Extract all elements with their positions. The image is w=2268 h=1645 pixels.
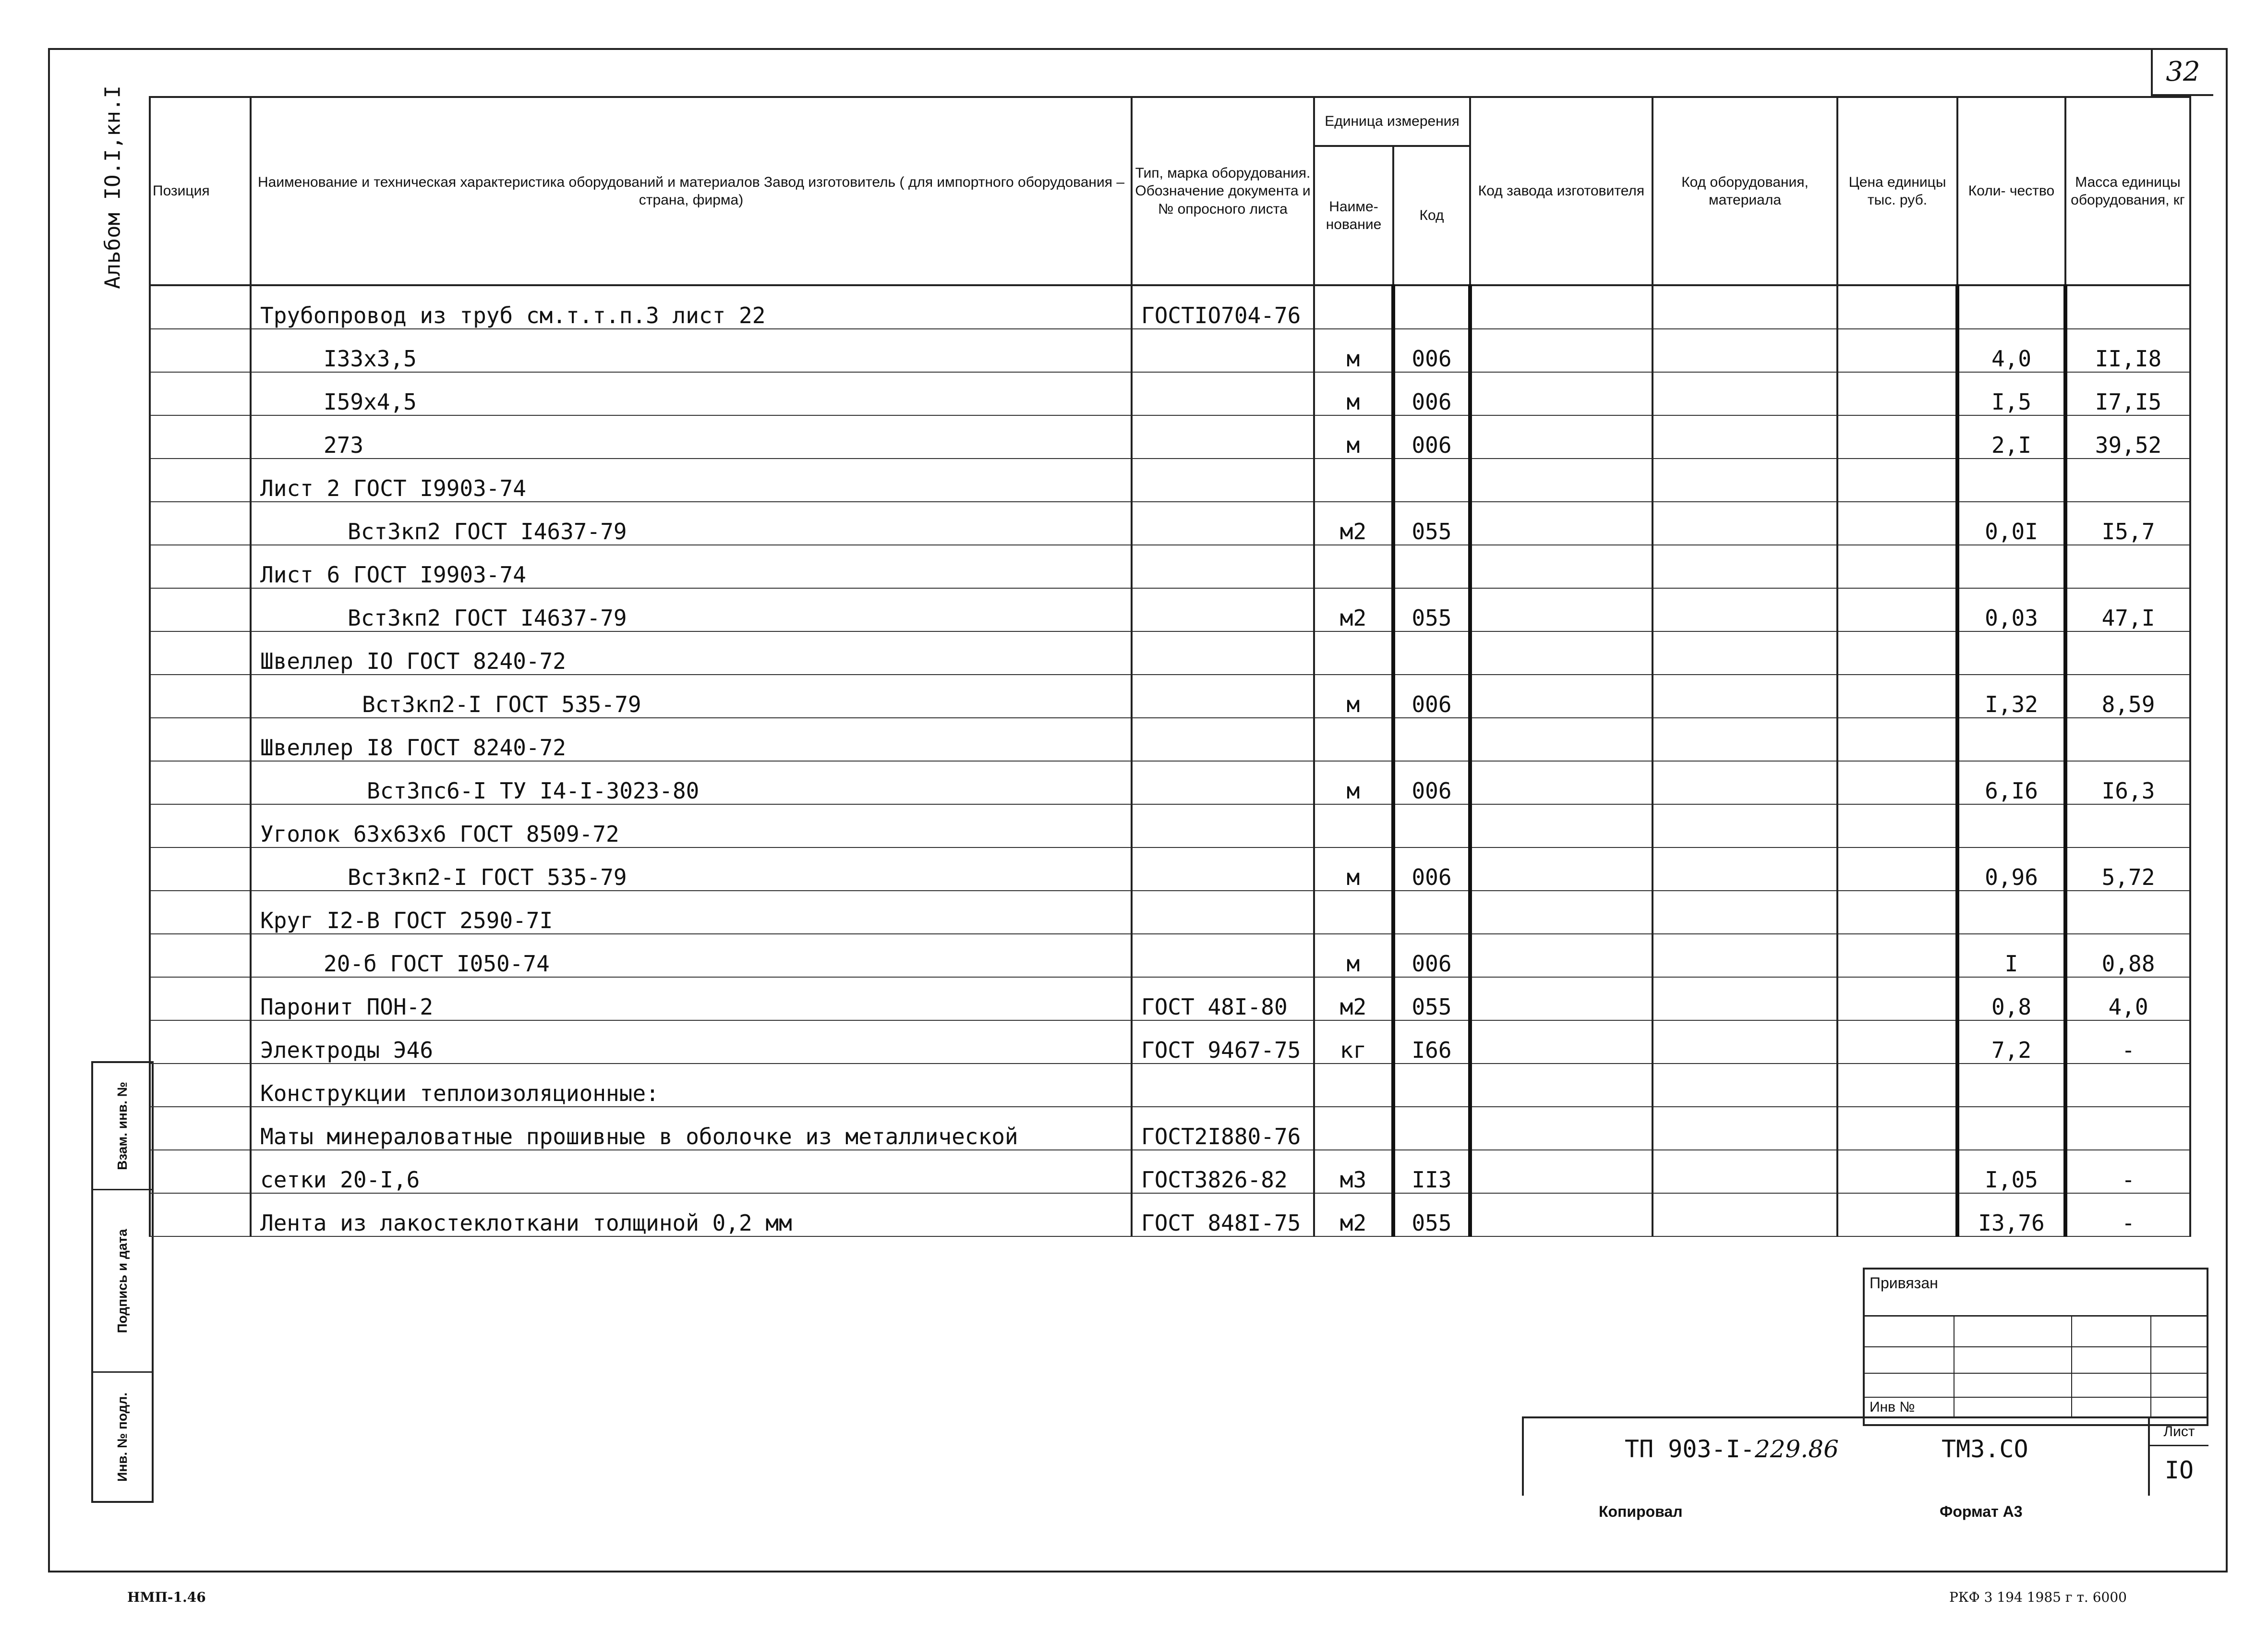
cell-pos	[150, 1150, 251, 1193]
specification-table	[149, 96, 2191, 1237]
cell-type	[1132, 847, 1314, 891]
cell-plant	[1470, 1020, 1653, 1064]
cell-pos	[150, 545, 251, 588]
cell-qty: 0,8	[1957, 977, 2065, 1020]
header-price: Цена единицы тыс. руб.	[1837, 97, 1957, 285]
table-row	[150, 934, 2190, 977]
cell-type: ГОСТ 9467-75	[1132, 1020, 1314, 1064]
cell-code: II3	[1393, 1150, 1470, 1193]
binding-stamp	[1863, 1268, 2208, 1426]
cell-qty	[1957, 545, 2065, 588]
cell-qty	[1957, 718, 2065, 761]
cell-type	[1132, 588, 1314, 631]
cell-name: Лист 2 ГОСТ I9903-74	[251, 459, 1132, 502]
cell-equip	[1653, 847, 1837, 891]
cell-pos	[150, 415, 251, 459]
cell-mass	[2065, 1064, 2190, 1107]
table-row	[150, 1107, 2190, 1150]
cell-unit	[1314, 285, 1393, 329]
cell-pos	[150, 285, 251, 329]
cell-qty	[1957, 1064, 2065, 1107]
cell-price	[1837, 761, 1957, 804]
cell-unit: м	[1314, 675, 1393, 718]
cell-pos	[150, 891, 251, 934]
cell-price	[1837, 1064, 1957, 1107]
table-row	[150, 718, 2190, 761]
table-row	[150, 804, 2190, 847]
cell-qty: 6,I6	[1957, 761, 2065, 804]
cell-qty: 7,2	[1957, 1020, 2065, 1064]
stamp-line	[1865, 1315, 2207, 1317]
cell-unit	[1314, 1107, 1393, 1150]
cell-plant	[1470, 847, 1653, 891]
cell-code: 055	[1393, 502, 1470, 545]
cell-qty	[1957, 631, 2065, 675]
cell-name: Маты минераловатные прошивные в оболочке из металлической	[251, 1107, 1132, 1150]
cell-equip	[1653, 1064, 1837, 1107]
album-label	[84, 86, 142, 288]
cell-equip	[1653, 631, 1837, 675]
cell-qty: 4,0	[1957, 329, 2065, 372]
cell-mass: I5,7	[2065, 502, 2190, 545]
cell-equip	[1653, 934, 1837, 977]
cell-name: Вст3пс6-I ТУ I4-I-3023-80	[251, 761, 1132, 804]
cell-price	[1837, 631, 1957, 675]
cell-code	[1393, 1064, 1470, 1107]
header-unit-code: Код	[1393, 146, 1470, 285]
cell-name: Вст3кп2 ГОСТ I4637-79	[251, 502, 1132, 545]
cell-mass	[2065, 285, 2190, 329]
cell-type: ГОСТ 48I-80	[1132, 977, 1314, 1020]
cell-type	[1132, 761, 1314, 804]
cell-mass: -	[2065, 1193, 2190, 1236]
cell-code	[1393, 804, 1470, 847]
cell-equip	[1653, 459, 1837, 502]
cell-equip	[1653, 588, 1837, 631]
doc-code-printed: ТП 903-I-	[1625, 1435, 1755, 1463]
cell-plant	[1470, 502, 1653, 545]
cell-price	[1837, 588, 1957, 631]
cell-unit: м	[1314, 415, 1393, 459]
table-row	[150, 631, 2190, 675]
cell-plant	[1470, 372, 1653, 415]
cell-name: I59x4,5	[251, 372, 1132, 415]
cell-mass: 4,0	[2065, 977, 2190, 1020]
cell-equip	[1653, 675, 1837, 718]
cell-pos	[150, 1107, 251, 1150]
table-row	[150, 847, 2190, 891]
cell-unit	[1314, 891, 1393, 934]
table-row	[150, 372, 2190, 415]
cell-price	[1837, 545, 1957, 588]
cell-name: Швеллер IO ГОСТ 8240-72	[251, 631, 1132, 675]
cell-plant	[1470, 459, 1653, 502]
cell-code	[1393, 459, 1470, 502]
specification-body	[150, 285, 2190, 1236]
cell-type	[1132, 675, 1314, 718]
cell-pos	[150, 588, 251, 631]
cell-price	[1837, 415, 1957, 459]
cell-equip	[1653, 415, 1837, 459]
cell-pos	[150, 847, 251, 891]
cell-plant	[1470, 588, 1653, 631]
table-row	[150, 329, 2190, 372]
header-unit-group: Единица измерения	[1314, 97, 1470, 146]
cell-equip	[1653, 761, 1837, 804]
cell-price	[1837, 285, 1957, 329]
side-label-podpis: Подпись и дата	[115, 1229, 130, 1333]
cell-price	[1837, 329, 1957, 372]
cell-pos	[150, 977, 251, 1020]
cell-mass	[2065, 718, 2190, 761]
right-code: РКФ 3 194 1985 г т. 6000	[1949, 1589, 2127, 1605]
stamp-vline	[2071, 1315, 2072, 1418]
cell-unit: м2	[1314, 588, 1393, 631]
cell-name: Вст3кп2-I ГОСТ 535-79	[251, 847, 1132, 891]
cell-qty	[1957, 891, 2065, 934]
cell-code	[1393, 631, 1470, 675]
cell-unit	[1314, 804, 1393, 847]
cell-plant	[1470, 675, 1653, 718]
cell-name: 273	[251, 415, 1132, 459]
cell-type	[1132, 502, 1314, 545]
cell-qty	[1957, 1107, 2065, 1150]
cell-code: 006	[1393, 329, 1470, 372]
cell-mass: II,I8	[2065, 329, 2190, 372]
cell-unit: м	[1314, 934, 1393, 977]
cell-unit: м	[1314, 761, 1393, 804]
cell-price	[1837, 675, 1957, 718]
cell-mass	[2065, 891, 2190, 934]
cell-unit	[1314, 631, 1393, 675]
cell-name: Паронит ПОН-2	[251, 977, 1132, 1020]
cell-unit: м2	[1314, 977, 1393, 1020]
table-row	[150, 1150, 2190, 1193]
table-row	[150, 285, 2190, 329]
stamp-line	[1865, 1397, 2207, 1398]
cell-name: сетки 20-I,6	[251, 1150, 1132, 1193]
cell-type: ГОСТ3826-82	[1132, 1150, 1314, 1193]
cell-mass: I7,I5	[2065, 372, 2190, 415]
cell-plant	[1470, 1064, 1653, 1107]
cell-equip	[1653, 545, 1837, 588]
cell-mass: 5,72	[2065, 847, 2190, 891]
cell-price	[1837, 977, 1957, 1020]
cell-type	[1132, 631, 1314, 675]
cell-mass	[2065, 459, 2190, 502]
cell-mass	[2065, 1107, 2190, 1150]
cell-qty: I,5	[1957, 372, 2065, 415]
cell-price	[1837, 934, 1957, 977]
cell-plant	[1470, 977, 1653, 1020]
table-row	[150, 545, 2190, 588]
album-text: Альбом IO.I,кн.I	[100, 85, 125, 289]
cell-plant	[1470, 329, 1653, 372]
cell-qty: 0,03	[1957, 588, 2065, 631]
cell-price	[1837, 718, 1957, 761]
cell-type	[1132, 545, 1314, 588]
left-code: НМП-1.46	[127, 1589, 206, 1605]
cell-equip	[1653, 502, 1837, 545]
cell-pos	[150, 1020, 251, 1064]
cell-type	[1132, 891, 1314, 934]
cell-unit	[1314, 1064, 1393, 1107]
cell-equip	[1653, 804, 1837, 847]
cell-code: 006	[1393, 761, 1470, 804]
cell-qty: I,05	[1957, 1150, 2065, 1193]
cell-unit: м2	[1314, 1193, 1393, 1236]
cell-name: Вст3кп2 ГОСТ I4637-79	[251, 588, 1132, 631]
sheet-cell-label: Лист	[2150, 1418, 2208, 1446]
cell-qty: 0,0I	[1957, 502, 2065, 545]
header-mass: Масса единицы оборудования, кг	[2065, 97, 2190, 285]
doc-code	[1625, 1435, 1839, 1463]
sheet-cell	[2148, 1418, 2208, 1496]
cell-code	[1393, 545, 1470, 588]
cell-name: Круг I2-В ГОСТ 2590-7I	[251, 891, 1132, 934]
side-cell-vzam	[93, 1063, 152, 1190]
cell-price	[1837, 459, 1957, 502]
cell-type: ГОСТ2I880-76	[1132, 1107, 1314, 1150]
cell-unit: кг	[1314, 1020, 1393, 1064]
cell-qty: I3,76	[1957, 1193, 2065, 1236]
cell-type	[1132, 415, 1314, 459]
stamp-line	[1865, 1346, 2207, 1347]
cell-unit	[1314, 718, 1393, 761]
cell-unit: м	[1314, 329, 1393, 372]
header-type: Тип, марка оборудования. Обозначение документа и № опросного листа	[1132, 97, 1314, 285]
cell-mass	[2065, 545, 2190, 588]
cell-code	[1393, 285, 1470, 329]
cell-type	[1132, 1064, 1314, 1107]
cell-code	[1393, 718, 1470, 761]
side-label-inv: Инв. № подл.	[115, 1392, 130, 1482]
cell-mass	[2065, 631, 2190, 675]
table-row	[150, 459, 2190, 502]
table-row	[150, 891, 2190, 934]
cell-pos	[150, 761, 251, 804]
cell-pos	[150, 502, 251, 545]
cell-equip	[1653, 1020, 1837, 1064]
cell-price	[1837, 1020, 1957, 1064]
header-unit-name: Наиме- нование	[1314, 146, 1393, 285]
sheet-cell-number: IO	[2164, 1456, 2194, 1484]
cell-price	[1837, 891, 1957, 934]
cell-code: 006	[1393, 415, 1470, 459]
cell-mass: 0,88	[2065, 934, 2190, 977]
cell-pos	[150, 1193, 251, 1236]
header-name: Наименование и техническая характеристика оборудований и материалов Завод изготовитель ( для импортного оборудования – страна, фирма)	[251, 97, 1132, 285]
cell-type	[1132, 329, 1314, 372]
cell-plant	[1470, 1150, 1653, 1193]
cell-name: Трубопровод из труб см.т.т.п.3 лист 22	[251, 285, 1132, 329]
cell-type: ГОСТIO704-76	[1132, 285, 1314, 329]
cell-equip	[1653, 891, 1837, 934]
cell-mass: 8,59	[2065, 675, 2190, 718]
cell-pos	[150, 804, 251, 847]
cell-unit: м2	[1314, 502, 1393, 545]
cell-code: I66	[1393, 1020, 1470, 1064]
cell-plant	[1470, 285, 1653, 329]
table-row	[150, 415, 2190, 459]
cell-type	[1132, 804, 1314, 847]
side-cell-podpis	[93, 1190, 152, 1373]
cell-code: 006	[1393, 847, 1470, 891]
table-row	[150, 1064, 2190, 1107]
cell-equip	[1653, 977, 1837, 1020]
cell-plant	[1470, 545, 1653, 588]
cell-code	[1393, 1107, 1470, 1150]
doc-code-handwritten: 229.86	[1754, 1435, 1839, 1463]
side-label-vzam: Взам. инв. №	[115, 1082, 130, 1170]
table-row	[150, 761, 2190, 804]
cell-price	[1837, 847, 1957, 891]
doc-mark: ТМ3.СО	[1942, 1435, 2028, 1463]
copied-label: Копировал	[1599, 1503, 1683, 1520]
cell-name: Лист 6 ГОСТ I9903-74	[251, 545, 1132, 588]
cell-name: Электроды Э46	[251, 1020, 1132, 1064]
cell-price	[1837, 372, 1957, 415]
cell-plant	[1470, 1193, 1653, 1236]
cell-code: 055	[1393, 588, 1470, 631]
cell-plant	[1470, 415, 1653, 459]
cell-equip	[1653, 1107, 1837, 1150]
cell-code: 006	[1393, 372, 1470, 415]
cell-name: 20-б ГОСТ I050-74	[251, 934, 1132, 977]
cell-equip	[1653, 1193, 1837, 1236]
cell-mass	[2065, 804, 2190, 847]
header-position: Позиция	[150, 97, 251, 285]
table-row	[150, 977, 2190, 1020]
cell-unit	[1314, 545, 1393, 588]
cell-pos	[150, 372, 251, 415]
cell-equip	[1653, 285, 1837, 329]
cell-qty: 0,96	[1957, 847, 2065, 891]
cell-code	[1393, 891, 1470, 934]
side-cell-inv	[93, 1373, 152, 1501]
cell-price	[1837, 1193, 1957, 1236]
cell-price	[1837, 1107, 1957, 1150]
header-plant-code: Код завода изготовителя	[1470, 97, 1653, 285]
cell-type	[1132, 934, 1314, 977]
table-row	[150, 1020, 2190, 1064]
binding-label: Привязан	[1870, 1274, 1938, 1292]
cell-mass: 39,52	[2065, 415, 2190, 459]
cell-plant	[1470, 934, 1653, 977]
cell-name: Конструкции теплоизоляционные:	[251, 1064, 1132, 1107]
cell-qty: 2,I	[1957, 415, 2065, 459]
cell-code: 055	[1393, 1193, 1470, 1236]
cell-code: 055	[1393, 977, 1470, 1020]
cell-name: Швеллер I8 ГОСТ 8240-72	[251, 718, 1132, 761]
cell-name: I33x3,5	[251, 329, 1132, 372]
cell-qty	[1957, 459, 2065, 502]
table-row	[150, 502, 2190, 545]
header-equip-code: Код оборудования, материала	[1653, 97, 1837, 285]
cell-unit	[1314, 459, 1393, 502]
cell-plant	[1470, 1107, 1653, 1150]
cell-price	[1837, 1150, 1957, 1193]
table-row	[150, 588, 2190, 631]
cell-pos	[150, 631, 251, 675]
stamp-line	[1865, 1373, 2207, 1374]
cell-price	[1837, 502, 1957, 545]
cell-pos	[150, 934, 251, 977]
cell-unit: м3	[1314, 1150, 1393, 1193]
sheet-number: 32	[2151, 48, 2213, 96]
cell-pos	[150, 1064, 251, 1107]
cell-pos	[150, 675, 251, 718]
cell-equip	[1653, 329, 1837, 372]
cell-mass: 47,I	[2065, 588, 2190, 631]
cell-qty: I	[1957, 934, 2065, 977]
table-row	[150, 1193, 2190, 1236]
cell-price	[1837, 804, 1957, 847]
cell-pos	[150, 718, 251, 761]
cell-equip	[1653, 372, 1837, 415]
cell-name: Уголок 63x63x6 ГОСТ 8509-72	[251, 804, 1132, 847]
cell-plant	[1470, 718, 1653, 761]
cell-type	[1132, 718, 1314, 761]
stamp-vline	[2150, 1315, 2151, 1418]
cell-qty	[1957, 804, 2065, 847]
inv-label: Инв №	[1870, 1399, 1915, 1415]
cell-qty	[1957, 285, 2065, 329]
cell-type: ГОСТ 848I-75	[1132, 1193, 1314, 1236]
side-stamp	[91, 1061, 154, 1503]
cell-qty: I,32	[1957, 675, 2065, 718]
cell-equip	[1653, 718, 1837, 761]
cell-plant	[1470, 891, 1653, 934]
cell-pos	[150, 459, 251, 502]
cell-plant	[1470, 761, 1653, 804]
cell-type	[1132, 372, 1314, 415]
cell-mass: I6,3	[2065, 761, 2190, 804]
table-row	[150, 675, 2190, 718]
cell-name: Вст3кп2-I ГОСТ 535-79	[251, 675, 1132, 718]
format-label: Формат А3	[1940, 1503, 2023, 1520]
cell-name: Лента из лакостеклоткани толщиной 0,2 мм	[251, 1193, 1132, 1236]
cell-code: 006	[1393, 675, 1470, 718]
cell-equip	[1653, 1150, 1837, 1193]
cell-type	[1132, 459, 1314, 502]
cell-plant	[1470, 631, 1653, 675]
cell-mass: -	[2065, 1020, 2190, 1064]
cell-mass: -	[2065, 1150, 2190, 1193]
title-block	[1522, 1416, 2208, 1496]
cell-pos	[150, 329, 251, 372]
cell-unit: м	[1314, 372, 1393, 415]
cell-code: 006	[1393, 934, 1470, 977]
cell-plant	[1470, 804, 1653, 847]
header-qty: Коли- чество	[1957, 97, 2065, 285]
cell-unit: м	[1314, 847, 1393, 891]
